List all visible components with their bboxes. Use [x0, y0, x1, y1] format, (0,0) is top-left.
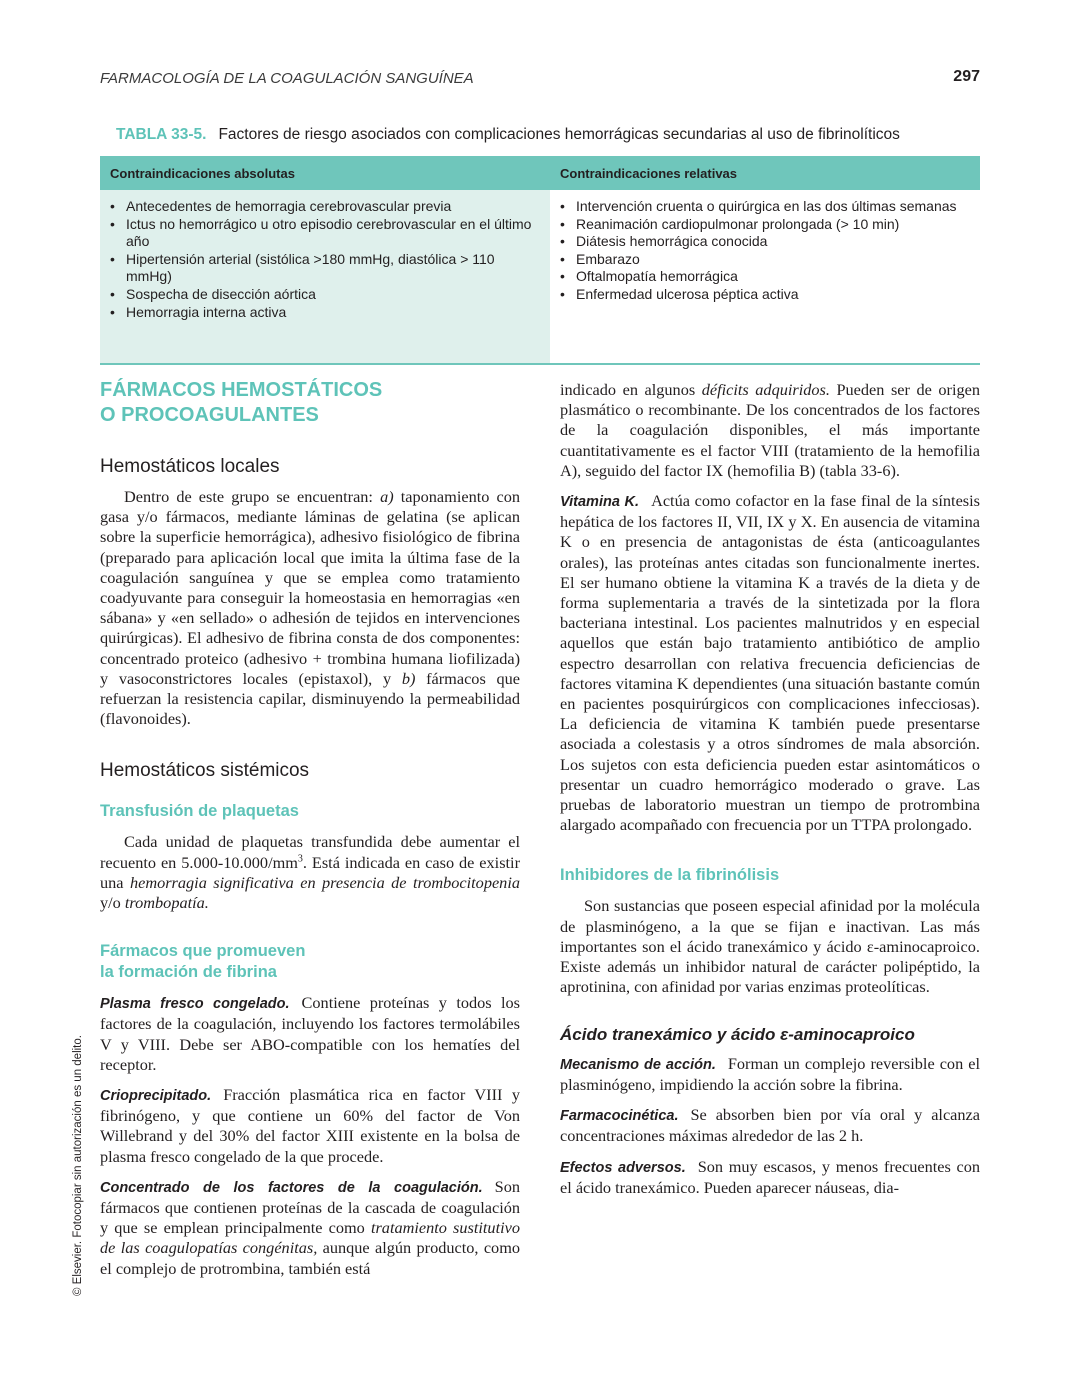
list-item: • Intervención cruenta o quirúrgica en las dos últimas semanas	[560, 198, 980, 216]
concentrate-paragraph	[100, 1177, 520, 1279]
list-item: • Enfermedad ulcerosa péptica activa	[560, 286, 980, 304]
absolute-cell	[100, 190, 550, 363]
table-caption	[116, 126, 986, 144]
local-paragraph	[100, 487, 520, 729]
run-in-label: Mecanismo de acción.	[560, 1056, 716, 1073]
heading-fibrin	[100, 941, 520, 983]
text-run: Cada unidad de plaquetas transfundida debe aumentar el recuento en 5.000-10.000/mm	[100, 832, 520, 872]
heading-tranexamic: Ácido tranexámico y ácido ε-aminocaproico	[560, 1025, 915, 1045]
superscript: 3	[297, 853, 303, 865]
list-item: • Hipertensión arterial (sistólica >180 mmHg, diastólica > 110 mmHg)	[110, 251, 532, 286]
text-run: Forman un complejo reversible con el plasminógeno, impidiendo la acción sobre la fibrina.	[560, 1053, 981, 1094]
table-label: TABLA 33-5.	[116, 126, 207, 143]
text-run: Dentro de este grupo se encuentran:	[124, 487, 381, 506]
text-run: Son muy escasos, y menos frecuentes con el ácido tranexámico. Pueden aparecer náuseas, dia-	[560, 1156, 980, 1197]
run-in-label: Crioprecipitado.	[100, 1088, 212, 1105]
text-run: a)	[380, 487, 394, 506]
heading-fibrin-line-2: la formación de fibrina	[100, 963, 277, 982]
subheading-systemic: Hemostáticos sistémicos	[100, 760, 310, 782]
running-header	[100, 68, 980, 92]
run-in-label: Concentrado de los factores de la coagulación.	[100, 1179, 483, 1196]
list-item: • Sospecha de disección aórtica	[110, 286, 532, 304]
text-run: b)	[401, 668, 416, 688]
text-run: Se absorben bien por vía oral y alcanza concentraciones máximas alrededor de las 2 h.	[560, 1105, 980, 1146]
section-title	[100, 378, 520, 428]
copyright-note: © Elsevier. Fotocopiar sin autorización es un delito.	[72, 1035, 84, 1296]
run-in-label: Efectos adversos.	[560, 1159, 686, 1176]
vitamin-k-paragraph	[560, 491, 980, 835]
text-run: Son fármacos que contienen proteínas de la cascada de coagulación y que se emplean principalmente como	[100, 1176, 520, 1238]
adverse-effects-paragraph	[560, 1157, 980, 1198]
text-run: tratamiento sustitutivo de las coagulopatías congénitas,	[100, 1218, 520, 1258]
text-run: trombopatía.	[124, 893, 209, 913]
text-run: Fracción plasmática rica en factor VIII y fibrinógeno, y que contiene un 60% del factor de Von Willebrand y del 30% del factor XIII existente en la bolsa de plasma fresco congelado de la que procede.	[100, 1085, 520, 1166]
list-item: • Embarazo	[560, 251, 980, 269]
plasma-paragraph	[100, 993, 520, 1075]
text-run: Contiene proteínas y todos los factores de la coagulación, incluyendo los factores termolábiles V y VIII. Debe ser ABO-compatible con los hematíes del receptor.	[100, 993, 520, 1074]
pharmacokinetics-paragraph	[560, 1105, 980, 1146]
continued-paragraph	[560, 380, 980, 481]
header-relative: Contraindicaciones relativas	[560, 166, 738, 181]
absolute-list	[110, 198, 532, 321]
platelets-paragraph	[100, 832, 520, 913]
text-run: . Está indicada en caso de existir una	[100, 852, 521, 892]
relative-cell	[550, 190, 980, 363]
mechanism-paragraph	[560, 1054, 980, 1095]
running-title: FARMACOLOGÍA DE LA COAGULACIÓN SANGUÍNEA	[100, 70, 474, 87]
text-run: Pueden ser de origen plasmático o recombinante. De los concentrados de los factores de la coagulación disponibles, el más importante cuantitativamente es el factor VIII (tratamiento de la hemofilia A), seguido del factor IX (hemofilia B) (tabla 33-6).	[560, 380, 980, 480]
list-item: • Antecedentes de hemorragia cerebrovascular previa	[110, 198, 532, 216]
text-run: Actúa como cofactor en la fase final de la síntesis hepática de los factores II, VII, IX y X. En ausencia de vitamina K o en presencia de antagonistas de ésta (anticoagulantes orales), las proteínas antes citadas son funcionalmente inertes. El ser humano obtiene la vitamina K a través de la dieta y de forma suplementaria a través de la sintetizada por la flora bacteriana intestinal. Los pacientes malnutridos y en especial aquellos que están bajo tratamiento antibiótico de amplio espectro desarrollan con relativa frecuencia deficiencias de factores vitamina K dependientes (una situación bastante común en pacientes posquirúrgicos con complicaciones infecciosas). La deficiencia de vitamina K también puede presentarse asociada a colestasis y a otros síndromes de mala absorción. Los sujetos con esta deficiencia pueden estar asintomáticos o presentar un cuadro hemorrágico moderado o grave. Las pruebas de laboratorio muestran un tiempo de protrombina alargado acompañado con frecuencia por un TTPA prolongado.	[560, 491, 980, 835]
run-in-label: Plasma fresco congelado.	[100, 996, 290, 1013]
text-run: hemorragia significativa en presencia de trombocitopenia	[129, 872, 520, 892]
relative-list	[560, 198, 980, 304]
table-header-row	[100, 156, 980, 190]
table-body-row	[100, 190, 980, 365]
fibrinolysis-paragraph: Son sustancias que poseen especial afinidad por la molécula de plasminógeno, a la que se fijan e inactivan. Las más importantes son el ácido tranexámico y ácido ε-aminocaproico. Existe además un inhibidor natural de carácter polipéptido, la aprotinina, con afinidad por varias enzimas proteolíticas.	[560, 896, 980, 997]
risk-factors-table	[100, 156, 980, 365]
list-item: • Diátesis hemorrágica conocida	[560, 233, 980, 251]
left-column	[100, 378, 520, 1279]
text-run: taponamiento con gasa y/o fármacos, mediante láminas de gelatina (se aplican sobre la superficie hemorrágica), adhesivo fisiológico de fibrina (preparado para aplicación local que imita la última fase de la coagulación sanguínea y que se emplea como tratamiento coadyuvante para conseguir la homeostasia en hemorragias «en sábana» y «en sellado» o adhesión de tejidos en intervenciones quirúrgicas). El adhesivo de fibrina consta de dos componentes: concentrado proteico (adhesivo + trombina humana liofilizada) y vasoconstrictores locales (epistaxol), y	[100, 487, 520, 688]
list-item: • Ictus no hemorrágico u otro episodio cerebrovascular en el último año	[110, 216, 532, 251]
text-run: fármacos que refuerzan la resistencia capilar, disminuyendo la permeabilidad (flavonoides).	[100, 668, 521, 729]
header-absolute: Contraindicaciones absolutas	[110, 166, 295, 181]
heading-fibrin-line-1: Fármacos que promueven	[100, 942, 306, 961]
table-caption-text: Factores de riesgo asociados con complicaciones hemorrágicas secundarias al uso de fibrinolíticos	[218, 126, 900, 143]
cryo-paragraph	[100, 1085, 520, 1167]
list-item: • Oftalmopatía hemorrágica	[560, 268, 980, 286]
heading-fibrinolysis: Inhibidores de la fibrinólisis	[560, 866, 780, 885]
text-run: déficits adquiridos.	[701, 380, 830, 399]
list-item: • Reanimación cardiopulmonar prolongada (> 10 min)	[560, 216, 980, 234]
run-in-label: Vitamina K.	[560, 494, 640, 511]
text-run: y/o	[100, 893, 125, 913]
text-run: aunque algún producto, como el complejo de protrombina, también está	[100, 1238, 520, 1278]
run-in-label: Farmacocinética.	[560, 1108, 679, 1125]
heading-platelets: Transfusión de plaquetas	[100, 802, 299, 821]
text-run: indicado en algunos	[560, 380, 702, 399]
list-item: • Hemorragia interna activa	[110, 304, 532, 322]
right-column	[560, 380, 980, 1198]
subheading-local: Hemostáticos locales	[100, 456, 280, 477]
page-number: 297	[953, 68, 980, 85]
section-title-line-2: O PROCOAGULANTES	[100, 404, 319, 426]
section-title-line-1: FÁRMACOS HEMOSTÁTICOS	[100, 379, 383, 401]
